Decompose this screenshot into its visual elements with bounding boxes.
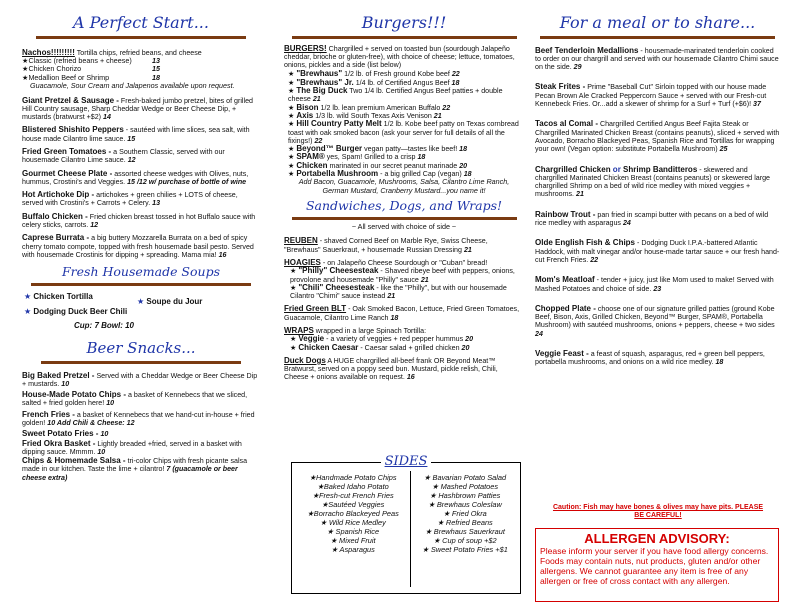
item-desc: Lightly breaded +fried, served in a basket with dipping sauce. Mmmm.: [22, 439, 242, 456]
burger-item: ★ Portabella Mushroom - a big grilled Cap (vegan) 18: [288, 169, 472, 179]
item-name: WRAPS: [284, 325, 314, 335]
item-desc: Chargrilled Certified Angus Beef Fajita Steak or Chargrilled Marinated Chicken Breast (contains peanuts), sliced + served with Avocado, Borracho Blackeyed Peas, Spanish Rice and Tortillas for wrapping your own! (Vegan option: substitute Portabella Mushroom): [535, 120, 780, 154]
burger-item: ★ Chicken marinated in our secret peanut marinade 20: [288, 160, 468, 170]
meal-item: [535, 239, 780, 264]
item-price: 18: [390, 313, 399, 322]
burgers-rule: [292, 36, 517, 39]
item-desc: 1/2 lb. of Fresh ground Kobe beef: [342, 70, 450, 79]
item-price: 10: [106, 399, 115, 408]
item-desc: a Southern Classic, served with our housemade Cilantro Lime sauce.: [22, 148, 225, 165]
starters-rule: [36, 36, 246, 39]
item-name: Chicken: [296, 160, 328, 170]
item-name: Duck Dogs: [284, 355, 326, 365]
starter-item: [22, 126, 260, 143]
item-desc: artichokes + green chilies + LOTS of cheese, served with Crostini's + Carrots + Celery.: [22, 191, 238, 208]
item-name: Bison: [296, 102, 319, 112]
side-item: ★ Hashbrown Patties: [429, 491, 501, 500]
meal-item: [535, 120, 780, 153]
side-item: ★Handmade Potato Chips: [309, 473, 397, 482]
veggie-wrap: ★ Veggie - a variety of veggies + red pepper hummus 20: [290, 334, 474, 344]
burger-item: ★ Hill Country Patty Melt 1/2 lb. Kobe beef patty on Texas cornbread toast with oak smoked bacon (ask your server for full details of all the fixings!) 22: [288, 119, 519, 145]
starter-item: [22, 170, 260, 187]
item-price: 21: [387, 292, 396, 301]
side-item: ★ Asparagus: [331, 545, 375, 554]
item-name: "Brewhaus": [296, 69, 343, 79]
item-price: 15: [127, 134, 136, 143]
starter-item: [22, 148, 260, 165]
meals-rule: [540, 36, 775, 39]
column-starters: [22, 0, 260, 487]
item-price: 10: [100, 430, 109, 439]
item-name: Hot Artichoke Dip -: [22, 190, 95, 200]
item-price: 23: [653, 284, 662, 293]
burger-item: ★ Beyond™ Burger vegan patty—tastes like beef! 18: [288, 144, 468, 154]
item-desc: 1/2 lb. lean premium American Buffalo: [318, 103, 441, 112]
burgers-header: [284, 14, 524, 39]
sandwiches-title: Sandwiches, Dogs, and Wraps!: [305, 198, 503, 214]
nachos-chorizo-price: 15: [152, 64, 160, 74]
soups-header: [22, 265, 260, 286]
nachos-classic: ★Classic (refried beans + cheese): [22, 55, 132, 65]
item-desc: choose one of our signature grilled patties (ground Kobe Beef, Bison, Axis, Grilled Chicken, Beyond™ Burger, SPAM®, Portabella Mushroom) with sautéed mushrooms, onions + peppers, cheese + two sides: [535, 304, 775, 330]
item-price: 16: [218, 250, 227, 259]
item-price: 20: [459, 161, 468, 170]
item-price: 16: [406, 373, 415, 382]
item-desc: assorted cheese wedges with Olives, nuts, hummus, Crostini's and Veggies.: [22, 169, 249, 186]
snack-item: [22, 430, 260, 438]
item-price: 24: [622, 219, 631, 228]
soups-rule: [31, 283, 251, 286]
side-item: ★ Wild Rice Medley: [320, 518, 386, 527]
sandwiches-rule: [292, 217, 517, 220]
item-desc: - Shaved ribeye beef with peppers, onions, provolone and housemade "Philly" sauce: [290, 267, 515, 284]
item-desc: - skewered and chargrilled Marinated Chicken Breast (contains peanuts) or skewered large chargrilled Shrimp on a bed of wild rice medley with mixed veggies + mushrooms.: [535, 165, 770, 199]
allergen-advisory: [535, 528, 779, 602]
item-name: The Big Duck: [296, 86, 348, 96]
item-desc: - shaved Corned Beef on Marble Rye, Swiss Cheese, "Brewhaus" Sauerkraut, + housemade Russian Dressing: [284, 237, 488, 254]
side-item: ★ Refried Beans: [437, 518, 493, 527]
item-name: Axis: [296, 110, 314, 120]
snack-item: [22, 391, 260, 408]
item-price: 21: [420, 275, 429, 284]
side-item: ★ Sweet Potato Fries +$1: [422, 545, 508, 554]
item-price: 10: [61, 379, 70, 388]
nachos-beef: ★Medallion Beef or Shrimp: [22, 72, 110, 82]
soup-name: Chicken Tortilla: [33, 292, 93, 302]
item-name: Fried Okra Basket -: [22, 438, 96, 448]
item-name: Chopped Plate -: [535, 303, 596, 313]
snack-item: [22, 440, 260, 457]
item-desc: - a big grilled Cap (vegan): [378, 170, 462, 179]
item-name-2: Shrimp Banditteros: [623, 164, 698, 174]
column-burgers: [284, 0, 524, 387]
nachos-desc: Tortilla chips, refried beans, and cheese: [74, 48, 202, 57]
sides-right-list: [412, 473, 518, 554]
nachos-chorizo: ★Chicken Chorizo: [22, 64, 82, 74]
item-name: Beyond™ Burger: [296, 144, 363, 154]
meal-item: [535, 47, 780, 72]
nachos-classic-price: 13: [152, 55, 160, 65]
item-price: 10: [97, 447, 106, 456]
item-price: 29: [573, 63, 582, 72]
item-price: 37: [753, 100, 761, 109]
soup-price: Cup: 7 Bowl: 10: [74, 321, 135, 331]
sandwiches-note: ~ All served with choice of side ~: [351, 221, 457, 231]
meal-item: [535, 350, 780, 367]
nachos-note: Guacamole, Sour Cream and Jalapenos available upon request.: [30, 81, 235, 91]
item-desc: marinated in our secret peanut marinade: [327, 161, 458, 170]
item-price: 7 (guacamole or beer cheese extra): [22, 465, 238, 482]
item-desc: tri-color Chips with fresh picante salsa made in our kitchen. Taste the lime + cilantro!: [22, 457, 248, 474]
chili-item: ★ "Chili" Cheesesteak - like the "Philly", but with our housemade Cilantro "Chimi" sauce instead 21: [290, 282, 507, 301]
item-desc: - tender + juicy, just like Mom used to make! Served with Mashed Potatoes and choice of side.: [535, 276, 774, 293]
sides-left-list: [298, 473, 408, 554]
sides-title: SIDES: [381, 454, 432, 469]
item-name: Sweet Potato Fries -: [22, 429, 99, 439]
item-name: Blistered Shishito Peppers: [22, 125, 124, 135]
item-name: Chips & Homemade Salsa -: [22, 456, 126, 466]
caution-note: Caution: Fish may have bones & olives may have pits. PLEASE BE CAREFUL!: [552, 504, 764, 519]
sides-box: [291, 454, 521, 594]
dogs-item: [284, 357, 524, 382]
nachos-beef-price: 18: [152, 72, 160, 82]
item-desc: - Dodging Duck I.P.A.-battered Atlantic Haddock, with malt vinegar and/or house-made tartar sauce + our fresh hand-cut French Fries.: [535, 239, 780, 264]
side-item: ★ Spanish Rice: [326, 527, 380, 536]
item-desc: Served with a Cheddar Wedge or Beer Cheese Dip + mustards.: [22, 371, 258, 388]
soup-1: ★ Chicken Tortilla: [24, 292, 93, 302]
snack-item: [22, 411, 260, 428]
item-name: HOAGIES: [284, 257, 321, 267]
item-price: 12: [127, 156, 136, 165]
item-desc: Prime "Baseball Cut" Sirloin topped with our house made Pecan Brown Ale Cracked Peppercorn Sauce + served with our Fresh-cut Kennebeck Fries. Or...add a skewer of shrimp for a Surf + Turf (+$6)!: [535, 83, 767, 109]
meals-header: [535, 14, 780, 39]
meals-list: [535, 47, 780, 367]
sides-divider: [410, 471, 411, 587]
item-desc: a basket of Kennebecs that we sliced, salted + fried golden here!: [22, 391, 248, 408]
meal-item: [535, 83, 780, 108]
item-price: 20: [465, 335, 474, 344]
burgers-intro: [284, 45, 524, 70]
item-name: House-Made Potato Chips -: [22, 390, 127, 400]
item-desc: - housemade-marinated tenderloin cooked to order on our chargrill and served with our housemade Cilantro Chimi sauce on the side.: [535, 46, 779, 72]
side-item: ★ Cup of soup +$2: [433, 536, 497, 545]
column-meals: [535, 0, 780, 372]
item-price: 18: [417, 153, 426, 162]
item-name: Chargrilled Chicken: [535, 164, 611, 174]
nachos-name: Nachos!!!!!!!!!: [22, 47, 75, 57]
item-name: "Chili" Cheesesteak: [298, 282, 375, 292]
burger-addons: Add Bacon, Guacamole, Mushrooms, Salsa, Cilantro Lime Ranch, German Mustard, Cranberry Mustard...you name it!: [298, 177, 510, 195]
side-item: ★ Mixed Fruit: [330, 536, 376, 545]
side-item: ★ Brewhaus Sauerkraut: [425, 527, 505, 536]
soup-name: Soupe du Jour: [146, 297, 203, 307]
beer-snacks-list: [22, 372, 260, 483]
burgers-intro-name: BURGERS!: [284, 43, 327, 53]
item-price: 18: [451, 78, 460, 87]
item-name: Chicken Caesar: [298, 342, 359, 352]
item-desc: 1/4 lb. of Certified Angus Beef: [353, 78, 450, 87]
item-price: 25: [719, 145, 728, 154]
meal-item: [535, 305, 780, 338]
burgers-title: Burgers!!!: [361, 13, 447, 32]
burger-item: ★ Axis 1/3 lb. wild South Texas Axis Venison 21: [288, 110, 442, 120]
meal-item: [535, 166, 780, 199]
item-desc: vegan patty—tastes like beef!: [362, 145, 458, 154]
item-name: Fried Green BLT: [284, 304, 347, 314]
burger-list: [284, 70, 524, 178]
item-price: 21: [576, 190, 584, 199]
side-item: ★ Brewhaus Coleslaw: [428, 500, 502, 509]
side-item: ★Sautéed Veggies: [321, 500, 385, 509]
soup-3: ★ Dodging Duck Beer Chili: [24, 307, 128, 317]
advisory-title: ALLERGEN ADVISORY:: [584, 531, 730, 546]
caesar-wrap: ★ Chicken Caesar - Caesar salad + grilled chicken 20: [290, 342, 470, 352]
item-name: Rainbow Trout -: [535, 209, 596, 219]
burger-item: ★ "Brewhaus" Jr. 1/4 lb. of Certified Angus Beef 18: [288, 77, 460, 87]
item-desc: a big buttery Mozzarella Burrata on a bed of spicy cherry tomato compote, topped with fresh housemade basil pesto. Served with housemade Crostinis for dipping + spreading. Mama mia!: [22, 234, 254, 259]
soup-name: Dodging Duck Beer Chili: [33, 307, 128, 317]
item-price: 22: [442, 103, 451, 112]
item-name: Mom's Meatloaf: [535, 275, 595, 285]
item-price: 24: [535, 329, 543, 338]
starters-title: A Perfect Start...: [73, 13, 209, 32]
burger-item: ★ The Big Duck Two 1/4 lb. Certified Angus Beef patties + double cheese 21: [288, 86, 503, 104]
item-name: Buffalo Chicken -: [22, 211, 88, 221]
reuben-item: [284, 237, 524, 254]
item-name: Fried Green Tomatoes -: [22, 147, 112, 156]
item-desc: A HUGE chargrilled all-beef frank OR Beyond Meat™ Bratwurst, served on a poppy seed bun. Mustard, pickle relish, Chili, Cheese + onions available on request.: [284, 356, 498, 382]
item-name: Gourmet Cheese Plate -: [22, 168, 113, 178]
item-price: 13: [152, 199, 161, 208]
item-desc: - on Jalapeño Cheese Sourdough or "Cuban" bread!: [320, 258, 488, 267]
item-desc: - like the "Philly", but with our housemade Cilantro "Chimi" sauce instead: [290, 283, 507, 301]
snack-item: [22, 457, 260, 482]
item-price: 18: [715, 358, 724, 367]
item-price: 22: [590, 255, 599, 264]
item-name: "Philly" Cheesesteak: [298, 266, 379, 276]
item-desc: 1/3 lb. wild South Texas Axis Venison: [313, 111, 432, 120]
item-desc: pan fried in scampi butter with pecans on a bed of wild rice medley with asparagus: [535, 210, 769, 228]
burger-item: ★ "Brewhaus" 1/2 lb. of Fresh ground Kobe beef 22: [288, 69, 460, 79]
soup-2: ★ Soupe du Jour: [137, 297, 203, 307]
item-desc: 1/2 lb. Kobe beef patty on Texas cornbread toast with oak smoked bacon (ask your server for full details of all the fixings!): [288, 120, 519, 145]
philly-item: ★ "Philly" Cheesesteak - Shaved ribeye beef with peppers, onions, provolone and housemade "Philly" sauce 21: [290, 266, 515, 284]
item-name: Giant Pretzel & Sausage -: [22, 95, 119, 105]
item-name: Big Baked Pretzel -: [22, 370, 95, 380]
item-name: REUBEN: [284, 236, 318, 246]
side-item: ★Fresh-cut French Fries: [312, 491, 394, 500]
item-desc: - sautéed with lime slices, sea salt, with house made Cilantro lime sauce.: [22, 126, 250, 143]
item-name: Tacos al Comal -: [535, 119, 598, 129]
starters-header: [22, 14, 260, 39]
beer-snacks-title: Beer Snacks...: [86, 339, 196, 358]
item-price: 15 /12 w/ purchase of bottle of wine: [127, 177, 247, 186]
soups-list: [22, 292, 260, 336]
starter-item: [22, 234, 260, 259]
item-name: Olde English Fish & Chips: [535, 238, 636, 248]
item-name: Steak Frites -: [535, 82, 586, 92]
sides-header: [292, 452, 520, 470]
item-price: 21: [433, 111, 442, 120]
item-desc: - a variety of veggies + red pepper hummus: [324, 335, 464, 344]
item-desc: yes, Spam! Grilled to a crisp: [324, 153, 416, 162]
item-name: Veggie: [298, 334, 325, 344]
item-price: 18: [459, 145, 468, 154]
item-price: 22: [314, 136, 323, 145]
starter-item: [22, 191, 260, 208]
item-desc: a feast of squash, asparagus, red + green bell peppers, portabella mushrooms, and onions on a wild rice medley.: [535, 350, 765, 367]
item-desc: Two 1/4 lb. Certified Angus Beef patties + double cheese: [288, 87, 503, 104]
advisory-body: Please inform your server if you have food allergy concerns. Foods may contain nuts, nut products, gluten and/or other allergens. We cannot guarantee any item is free of any allergen or free of cross contact with any allergen.: [540, 546, 769, 586]
item-name: Beef Tenderloin Medallions: [535, 45, 639, 55]
snack-item: [22, 372, 260, 389]
meal-item: [535, 276, 780, 293]
item-price: 20: [461, 343, 470, 352]
item-price: 12: [90, 221, 99, 230]
side-item: ★ Bavarian Potato Salad: [423, 473, 507, 482]
item-name: "Brewhaus" Jr.: [296, 77, 354, 87]
item-desc: Fried chicken breast tossed in hot Buffalo sauce with celery sticks, carrots.: [22, 212, 256, 230]
item-price: 14: [103, 113, 111, 122]
item-desc: - Oak Smoked Bacon, Lettuce, Fried Green Tomatoes, Guacamole, Cilantro Lime Ranch: [284, 305, 520, 322]
item-name: SPAM®: [296, 152, 325, 162]
starter-item: [22, 213, 260, 230]
burger-item: ★ Bison 1/2 lb. lean premium American Buffalo 22: [288, 102, 451, 112]
burger-item: ★ SPAM® yes, Spam! Grilled to a crisp 18: [288, 152, 426, 162]
meal-item: [535, 211, 780, 228]
item-price: 21: [463, 245, 472, 254]
item-price: 21: [312, 95, 321, 104]
item-price: 18: [463, 170, 472, 179]
side-item: ★ Mashed Potatoes: [431, 482, 499, 491]
sandwiches-header: [284, 199, 524, 220]
burgers-intro-desc: Chargrilled + served on toasted bun (sourdough Jalapeño cheddar, brioche or gluten-free), with choice of cheese; lettuce, tomatoes, onions, pickles and a side (list below): [284, 44, 515, 70]
beer-snacks-rule: [41, 361, 241, 364]
item-name: Caprese Burrata -: [22, 233, 90, 243]
nachos-item: [22, 49, 260, 91]
item-desc: Fresh-baked jumbo pretzel, bites of grilled Hill Country sausage, Sharp Cheddar Wedge or Beer Cheese Dip, + mustards (bratwurst +$2): [22, 96, 253, 122]
blt-item: [284, 305, 524, 322]
item-or: or: [610, 164, 624, 174]
beer-snacks-header: [22, 340, 260, 364]
item-desc: - Caesar salad + grilled chicken: [358, 343, 460, 352]
item-desc: wrapped in a large Spinach Tortilla:: [313, 326, 427, 335]
item-price: 10 Add Chili & Cheese: 12: [47, 419, 135, 427]
starter-item: [22, 97, 260, 122]
item-price: 22: [451, 70, 460, 79]
soups-title: Fresh Housemade Soups: [61, 264, 220, 280]
item-name: Veggie Feast -: [535, 349, 589, 359]
item-name: Hill Country Patty Melt: [296, 119, 382, 129]
meals-title: For a meal or to share...: [559, 13, 756, 32]
item-name: French Fries -: [22, 409, 75, 419]
side-item: ★Borracho Blackeyed Peas: [307, 509, 399, 518]
item-desc: a basket of Kennebecs that we hand-cut in-house + fried golden!: [22, 410, 255, 427]
item-name: Portabella Mushroom: [296, 169, 379, 179]
side-item: ★ Fried Okra: [443, 509, 487, 518]
side-item: ★Baked Idaho Potato: [317, 482, 389, 491]
